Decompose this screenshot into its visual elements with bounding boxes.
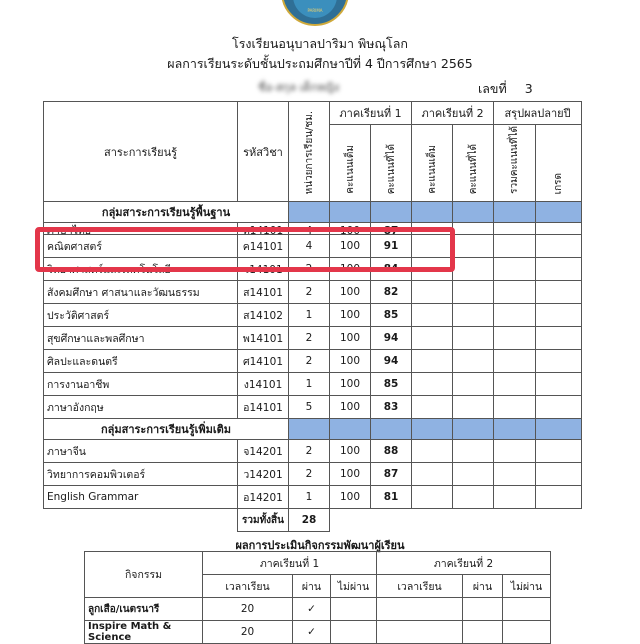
subject-credit: 2 xyxy=(289,258,330,281)
empty-cell xyxy=(453,281,494,304)
full-score: 100 xyxy=(339,225,361,234)
group-fill xyxy=(289,419,330,440)
empty-cell xyxy=(536,258,582,281)
full-score: 100 xyxy=(330,463,371,486)
empty-cell xyxy=(536,327,582,350)
subject-credit: 1 xyxy=(289,373,330,396)
subject-code: ส14102 xyxy=(238,304,289,327)
activity-row xyxy=(85,621,551,644)
subject-credit: 4 xyxy=(305,225,313,234)
table-row xyxy=(44,281,582,304)
seat-value: 3 xyxy=(524,81,533,96)
score: 85 xyxy=(371,373,412,396)
group-fill xyxy=(453,202,494,223)
empty-cell xyxy=(494,396,536,419)
empty-cell xyxy=(494,327,536,350)
subject-credit: 1 xyxy=(289,486,330,509)
empty-cell xyxy=(453,463,494,486)
seat-number xyxy=(478,79,533,99)
activity-time-2 xyxy=(377,598,463,621)
subject-code: ส14101 xyxy=(238,281,289,304)
subject-code: อ14201 xyxy=(238,486,289,509)
full-score: 100 xyxy=(330,373,371,396)
act-pass-header-2: ผ่าน xyxy=(463,575,503,598)
group-fill xyxy=(330,202,371,223)
activity-fail xyxy=(331,598,377,621)
activity-fail-2 xyxy=(503,598,551,621)
score: 94 xyxy=(371,327,412,350)
t1-got-header: คะแนนที่ได้ xyxy=(371,125,412,202)
subject-code: ค14101 xyxy=(238,235,289,258)
subject-name: สังคมศึกษา ศาสนาและวัฒนธรรม xyxy=(44,281,238,304)
group-fill xyxy=(371,419,412,440)
student-name-blurred: ชื่อ-สกุล เด็กหญิง xyxy=(258,81,340,94)
total-spacer xyxy=(44,509,238,532)
group-fill xyxy=(289,202,330,223)
subject-name: สุขศึกษาและพลศึกษา xyxy=(44,327,238,350)
activity-col-header: กิจกรรม xyxy=(85,552,203,598)
subject-credit: 2 xyxy=(289,463,330,486)
empty-cell xyxy=(453,396,494,419)
grade-header: เกรด xyxy=(536,125,582,202)
term1-header: ภาคเรียนที่ 1 xyxy=(330,102,412,125)
total-empty xyxy=(330,509,582,532)
subject-code: ท14101 xyxy=(242,225,284,234)
report-title: ผลการเรียนระดับชั้นประถมศึกษาปีที่ 4 ปีการศึกษา 2565 xyxy=(167,56,473,71)
subject-name: ศิลปะและดนตรี xyxy=(44,350,238,373)
empty-cell xyxy=(412,350,453,373)
activity-time-2 xyxy=(377,621,463,644)
subject-code: ว14201 xyxy=(238,463,289,486)
empty-cell xyxy=(453,258,494,281)
activity-row xyxy=(85,598,551,621)
empty-cell xyxy=(412,373,453,396)
empty-cell xyxy=(494,373,536,396)
group-fill xyxy=(536,419,582,440)
total-credit: 28 xyxy=(289,509,330,532)
subject-name: ภาษาจีน xyxy=(44,440,238,463)
score: 94 xyxy=(371,350,412,373)
empty-cell xyxy=(453,327,494,350)
subject-name: วิทยาการคอมพิวเตอร์ xyxy=(44,463,238,486)
activity-fail xyxy=(331,621,377,644)
group-fill xyxy=(412,202,453,223)
activity-time: 20 xyxy=(203,598,293,621)
total-score-header: รวมคะแนนที่ได้ xyxy=(494,125,536,202)
full-score: 100 xyxy=(330,327,371,350)
group-fill xyxy=(494,202,536,223)
subject-code: อ14101 xyxy=(238,396,289,419)
empty-cell xyxy=(453,486,494,509)
act-time-header-2: เวลาเรียน xyxy=(377,575,463,598)
empty-cell xyxy=(536,350,582,373)
full-score: 100 xyxy=(330,350,371,373)
act-time-header: เวลาเรียน xyxy=(203,575,293,598)
table-row xyxy=(44,440,582,463)
group-fill xyxy=(371,202,412,223)
full-score: 100 xyxy=(330,486,371,509)
empty-cell xyxy=(412,327,453,350)
activity-pass: ✓ xyxy=(293,598,331,621)
subject-code: ว14101 xyxy=(238,258,289,281)
activity-pass-2 xyxy=(463,621,503,644)
empty-cell xyxy=(536,304,582,327)
group-fill xyxy=(412,419,453,440)
table-row xyxy=(44,396,582,419)
col-code-header: รหัสวิชา xyxy=(238,102,289,202)
empty-cell xyxy=(412,463,453,486)
score: 83 xyxy=(371,396,412,419)
full-score: 100 xyxy=(330,304,371,327)
empty-cell xyxy=(536,235,582,258)
empty-cell xyxy=(453,373,494,396)
empty-cell xyxy=(412,281,453,304)
school-logo xyxy=(281,0,349,26)
activity-fail-2 xyxy=(503,621,551,644)
full-score: 100 xyxy=(330,258,371,281)
table-row xyxy=(44,304,582,327)
activity-pass: ✓ xyxy=(293,621,331,644)
empty-cell xyxy=(453,235,494,258)
subject-credit: 4 xyxy=(289,235,330,258)
empty-cell xyxy=(494,486,536,509)
act-fail-header: ไม่ผ่าน xyxy=(331,575,377,598)
subject-credit: 2 xyxy=(289,281,330,304)
activity-name: Inspire Math & Science xyxy=(85,621,203,644)
activity-name: ลูกเสือ/เนตรนารี xyxy=(85,598,203,621)
subject-name: การงานอาชีพ xyxy=(44,373,238,396)
subject-name: ภาษาไทย xyxy=(47,225,91,234)
t1-full-header: คะแนนเต็ม xyxy=(330,125,371,202)
empty-cell xyxy=(494,258,536,281)
empty-cell xyxy=(453,304,494,327)
empty-cell xyxy=(494,281,536,304)
empty-cell xyxy=(453,440,494,463)
group-extra-title: กลุ่มสาระการเรียนรู้เพิ่มเติม xyxy=(44,419,289,440)
score: 87 xyxy=(371,463,412,486)
t2-full-header: คะแนนเต็ม xyxy=(412,125,453,202)
summary-header: สรุปผลปลายปี xyxy=(494,102,582,125)
col-subject-header: สาระการเรียนรู้ xyxy=(44,102,238,202)
full-score: 100 xyxy=(330,235,371,258)
subject-name: ประวัติศาสตร์ xyxy=(44,304,238,327)
subject-name: วิทยาศาสตร์และเทคโนโลยี xyxy=(44,258,238,281)
activities-table xyxy=(84,551,551,644)
score: 85 xyxy=(371,304,412,327)
subject-code: พ14101 xyxy=(238,327,289,350)
act-pass-header: ผ่าน xyxy=(293,575,331,598)
subject-credit: 1 xyxy=(289,304,330,327)
subject-credit: 5 xyxy=(289,396,330,419)
logo-text: PARIMA xyxy=(307,8,323,13)
table-row xyxy=(44,327,582,350)
act-fail-header-2: ไม่ผ่าน xyxy=(503,575,551,598)
subject-credit: 2 xyxy=(289,350,330,373)
empty-cell xyxy=(412,440,453,463)
subject-code: จ14201 xyxy=(238,440,289,463)
empty-cell xyxy=(494,350,536,373)
grades-table xyxy=(43,101,582,532)
subject-credit: 2 xyxy=(289,440,330,463)
highlight-box xyxy=(35,227,455,272)
score: 82 xyxy=(371,281,412,304)
full-score: 100 xyxy=(330,440,371,463)
act-term2-header: ภาคเรียนที่ 2 xyxy=(377,552,551,575)
seat-label: เลขที่ xyxy=(478,81,507,96)
group-fill xyxy=(453,419,494,440)
subject-name: คณิตศาสตร์ xyxy=(44,235,238,258)
table-row xyxy=(44,486,582,509)
term2-header: ภาคเรียนที่ 2 xyxy=(412,102,494,125)
empty-cell xyxy=(412,396,453,419)
group-fill xyxy=(494,419,536,440)
t2-got-header: คะแนนที่ได้ xyxy=(453,125,494,202)
empty-cell xyxy=(536,440,582,463)
score: 91 xyxy=(371,235,412,258)
score: 87 xyxy=(383,225,399,234)
activity-time: 20 xyxy=(203,621,293,644)
score: 84 xyxy=(371,258,412,281)
score: 81 xyxy=(371,486,412,509)
empty-cell xyxy=(412,304,453,327)
empty-cell xyxy=(494,463,536,486)
score: 88 xyxy=(371,440,412,463)
total-label: รวมทั้งสิ้น xyxy=(238,509,289,532)
group-fill xyxy=(330,419,371,440)
subject-credit: 2 xyxy=(289,327,330,350)
col-credit-header: หน่วยการเรียน/ชม. xyxy=(289,102,330,202)
school-name: โรงเรียนอนุบาลปาริมา พิษณุโลก xyxy=(232,36,408,51)
empty-cell xyxy=(453,350,494,373)
empty-cell xyxy=(536,373,582,396)
empty-cell xyxy=(494,235,536,258)
full-score: 100 xyxy=(330,396,371,419)
empty-cell xyxy=(412,486,453,509)
empty-cell xyxy=(536,463,582,486)
activity-pass-2 xyxy=(463,598,503,621)
act-term1-header: ภาคเรียนที่ 1 xyxy=(203,552,377,575)
table-row xyxy=(44,350,582,373)
empty-cell xyxy=(536,486,582,509)
subject-name: English Grammar xyxy=(44,486,238,509)
empty-cell xyxy=(536,281,582,304)
group-basic-title: กลุ่มสาระการเรียนรู้พื้นฐาน xyxy=(44,202,289,223)
subject-code: ศ14101 xyxy=(238,350,289,373)
full-score: 100 xyxy=(330,281,371,304)
empty-cell xyxy=(536,396,582,419)
activities-title: ผลการประเมินกิจกรรมพัฒนาผู้เรียน xyxy=(235,539,405,552)
group-fill xyxy=(536,202,582,223)
table-row xyxy=(44,373,582,396)
empty-cell xyxy=(494,304,536,327)
subject-name: ภาษาอังกฤษ xyxy=(44,396,238,419)
table-row xyxy=(44,463,582,486)
empty-cell xyxy=(494,440,536,463)
subject-code: ง14101 xyxy=(238,373,289,396)
